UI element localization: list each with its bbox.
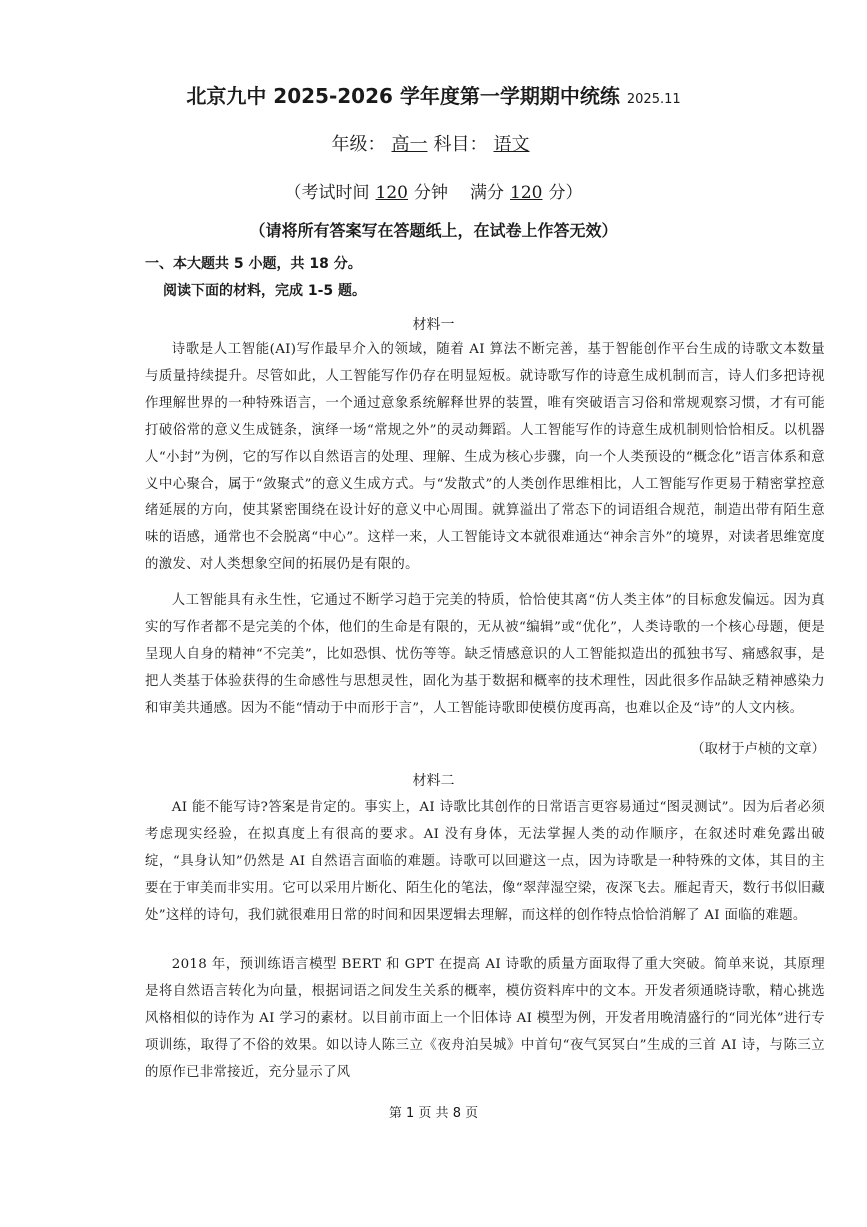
time-label: 考试时间: [301, 183, 370, 203]
exam-title: [0, 80, 867, 109]
material2-paragraph: 2018 年，预训练语言模型 BERT 和 GPT 在提高 AI 诗歌的质量方面取得了重大突破。简单来说，其原理是将自然语言转化为向量，根据词语之间发生关系的概率，模仿资料库中的文本。开发者须通晓诗歌，精心挑选风格相似的诗作为 AI 学习的素材。以目前市面上一个旧体诗 AI 模型为例，开发者用晚清盛行的“同光体”进行专项训练，取得了不俗的效果。如以诗人陈三立《夜舟泊吴城》中首句“夜气冥冥白”生成的三首 AI 诗，与陈三立的原作已非常接近，充分显示了风: [145, 957, 825, 1080]
exam-title-text: 北京九中 2025-2026 学年度第一学期期中统练: [186, 84, 620, 108]
time-unit: 分钟: [414, 183, 448, 203]
section-heading: 一、本大题共 5 小题，共 18 分。: [145, 256, 362, 272]
material2-title: 材料二: [412, 773, 455, 789]
grade-label: 年级：: [331, 134, 386, 155]
paren-open: （: [284, 183, 302, 203]
score-label: 满分: [470, 183, 504, 203]
grade-subject-line: [0, 130, 867, 156]
material1-paragraph: 诗歌是人工智能(AI)写作最早介入的领域，随着 AI 算法不断完善，基于智能创作平台生成的诗歌文本数量与质量持续提升。尽管如此，人工智能写作仍存在明显短板。就诗歌写作的诗意生成机制而言，诗人们多把诗视作理解世界的一种特殊语言，一个通过意象系统解释世界的装置，唯有突破语言习俗和常规观察习惯，才有可能打破俗常的意义生成链条，演绎一场“常规之外”的灵动舞蹈。人工智能写作的诗意生成机制则恰恰相反。以机器人“小封”为例，它的写作以自然语言的处理、理解、生成为核心步骤，向一个人类预设的“概念化”语言体系和意义中心聚合，属于“敛聚式”的意义生成方式。与“发散式”的人类创作思维相比，人工智能写作更易于精密掌控意绪延展的方向，使其紧密围绕在设计好的意义中心周围。就算溢出了常态下的词语组合规范，制造出带有陌生意味的语感，通常也不会脱离“中心”。这样一来，人工智能诗文本就很难通达“神余言外”的境界，对读者思维宽度的激发、对人类想象空间的拓展仍是有限的。: [145, 342, 825, 573]
subject-value: 语文: [493, 134, 530, 155]
answer-notice: （请将所有答案写在答题纸上，在试卷上作答无效）: [249, 221, 618, 240]
material2-paragraph: AI 能不能写诗?答案是肯定的。事实上，AI 诗歌比其创作的日常语言更容易通过“图灵测试”。因为后者必须考虑现实经验，在拟真度上有很高的要求。AI 没有身体，无法掌握人类的动作顺序，在叙述时难免露出破绽，“具身认知”仍然是 AI 自然语言面临的难题。诗歌可以回避这一点，因为诗歌是一种特殊的文体，其目的主要在于审美而非实用。它可以采用片断化、陌生化的笔法，像“翠萍湿空梁，夜深飞去。雁起青天，数行书似旧藏处”这样的诗句，我们就很难用日常的时间和因果逻辑去理解，而这样的创作特点恰恰消解了 AI 面临的难题。: [145, 800, 825, 923]
paren-close: ）: [565, 183, 583, 203]
exam-time-line: [0, 178, 867, 203]
material1-title: 材料一: [412, 317, 455, 333]
score-unit: 分: [548, 183, 566, 203]
time-value: 120: [375, 183, 408, 203]
material1-source: （取材于卢桢的文章）: [691, 742, 825, 757]
subject-label: 科目：: [433, 134, 488, 155]
page-number: 第 1 页 共 8 页: [388, 1106, 479, 1121]
grade-value: 高一: [391, 134, 428, 155]
section-instruction: 阅读下面的材料，完成 1-5 题。: [163, 283, 367, 299]
score-value: 120: [510, 183, 543, 203]
material1-paragraph: 人工智能具有永生性，它通过不断学习趋于完美的特质，恰恰使其离“仿人类主体”的目标愈发偏远。因为真实的写作者都不是完美的个体，他们的生命是有限的，无从被“编辑”或“优化”，人类诗歌的一个核心母题，便是呈现人自身的精神“不完美”，比如恐惧、忧伤等等。缺乏情感意识的人工智能拟造出的孤独书写、痛感叙事，是把人类基于体验获得的生命感性与思想灵性，固化为基于数据和概率的技术理性，因此很多作品缺乏精神感染力和审美共通感。因为不能“情动于中而形于言”，人工智能诗歌即使模仿度再高，也难以企及“诗”的人文内核。: [145, 593, 825, 716]
exam-date: 2025.11: [626, 92, 681, 107]
